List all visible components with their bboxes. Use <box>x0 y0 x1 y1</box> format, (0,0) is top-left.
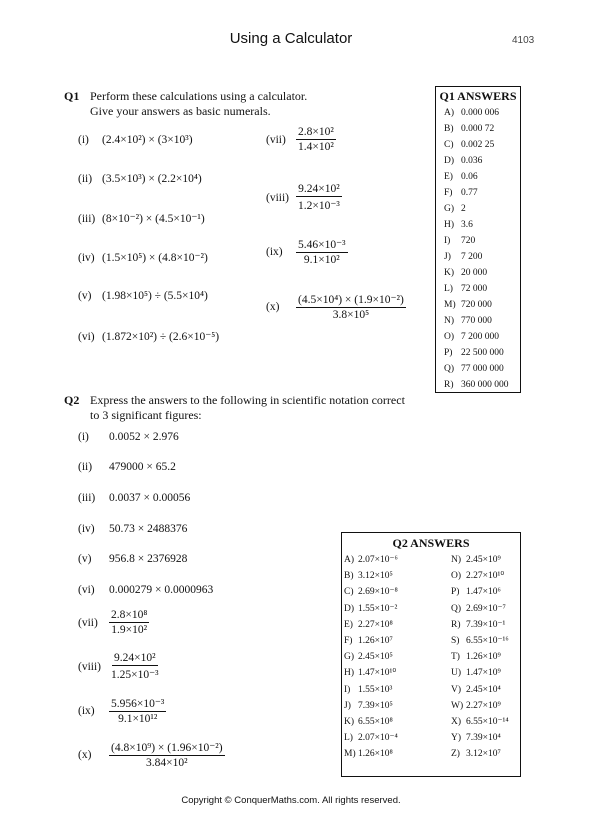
answer-label: E) <box>444 172 453 182</box>
q1-item <box>78 173 202 185</box>
answer-label: J) <box>344 700 351 711</box>
answer-value: 1.26×10⁷ <box>358 635 393 646</box>
answer-value: 1.47×10⁹ <box>466 668 501 679</box>
q2-instructions <box>90 393 405 423</box>
answer-label: F) <box>444 188 453 198</box>
answer-label: M) <box>344 749 356 760</box>
answer-value: 0.06 <box>461 172 478 182</box>
q2-answers-title: Q2 ANSWERS <box>392 536 470 550</box>
answer-value: 2.45×10⁴ <box>466 684 501 695</box>
q1-item <box>78 290 208 302</box>
q1-item <box>78 250 208 264</box>
answer-value: 0.036 <box>461 156 483 166</box>
fraction <box>109 740 225 769</box>
answer-item <box>451 617 520 633</box>
answer-label: M) <box>444 300 456 310</box>
answer-item <box>451 746 520 762</box>
answer-item <box>436 249 520 265</box>
answer-item <box>451 568 520 584</box>
answer-item <box>342 714 451 730</box>
answer-item <box>451 552 520 568</box>
item-label: (x) <box>78 748 92 761</box>
answer-item <box>342 746 451 762</box>
item-label: (ii) <box>78 173 93 185</box>
answer-value: 1.26×10⁸ <box>358 749 393 760</box>
answer-value: 0.77 <box>461 188 478 198</box>
answer-label: G) <box>344 652 355 663</box>
fraction <box>296 292 406 321</box>
fraction <box>296 126 336 153</box>
q1-item <box>78 134 193 146</box>
q1-item <box>266 237 348 266</box>
q2-answers-columns <box>342 552 520 762</box>
answer-item <box>451 665 520 681</box>
answer-value: 77 000 000 <box>461 364 504 374</box>
q1-item <box>78 211 205 225</box>
item-expression: (2.4×10²) × (3×10³) <box>102 134 193 146</box>
numerator: 2.8×10⁸ <box>111 609 148 621</box>
item-label: (iv) <box>78 252 95 264</box>
q1-answers-list <box>436 105 520 393</box>
answer-item <box>436 345 520 361</box>
answer-value: 1.47×10⁶ <box>466 587 501 598</box>
item-label: (ix) <box>78 704 95 717</box>
answer-value: 7.39×10⁵ <box>358 700 393 711</box>
item-expression: (1.98×10⁵) ÷ (5.5×10⁴) <box>102 290 208 302</box>
answer-value: 1.55×10⁻² <box>358 603 398 614</box>
answer-value: 1.55×10³ <box>358 684 393 695</box>
answer-value: 2.07×10⁻⁴ <box>358 733 398 744</box>
answer-value: 2 <box>461 204 466 214</box>
answer-item <box>342 568 451 584</box>
answer-value: 6.55×10⁸ <box>358 716 393 727</box>
answer-label: R) <box>451 619 461 630</box>
answer-value: 2.69×10⁻⁷ <box>466 603 506 614</box>
copyright-footer: Copyright © ConquerMaths.com. All rights reserved. <box>181 795 401 806</box>
answer-label: N) <box>451 555 462 565</box>
answer-label: V) <box>451 684 462 695</box>
denominator: 3.84×10² <box>146 757 188 769</box>
answer-label: K) <box>344 716 355 727</box>
answer-label: U) <box>451 668 462 679</box>
q2-item <box>78 696 166 725</box>
denominator: 9.1×10¹² <box>118 713 158 725</box>
answer-label: Z) <box>451 749 460 760</box>
answer-value: 3.6 <box>461 220 473 230</box>
answer-value: 720 000 <box>461 300 492 310</box>
answer-label: Y) <box>451 733 462 744</box>
answer-value: 2.27×10⁹ <box>466 700 501 711</box>
answer-item <box>342 552 451 568</box>
denominator: 1.2×10⁻³ <box>298 200 340 212</box>
answer-label: I) <box>344 684 351 695</box>
answer-item <box>436 201 520 217</box>
answer-label: H) <box>344 668 355 679</box>
q1-answers-title: Q1 ANSWERS <box>439 89 517 103</box>
answer-item <box>451 714 520 730</box>
answer-item <box>436 121 520 137</box>
q2-answers-left <box>342 552 451 762</box>
q2-item <box>78 523 187 535</box>
q2-item <box>78 584 213 596</box>
denominator: 1.25×10⁻³ <box>111 669 159 681</box>
answer-value: 3.12×10⁷ <box>466 749 501 760</box>
item-label: (i) <box>78 431 89 443</box>
q2-answers-box <box>341 532 521 777</box>
item-expression: (8×10⁻²) × (4.5×10⁻¹) <box>102 213 205 225</box>
answer-label: J) <box>444 252 451 262</box>
fraction <box>296 237 348 266</box>
answer-item <box>436 105 520 121</box>
answer-value: 6.55×10⁻¹⁶ <box>466 635 509 646</box>
fraction <box>109 609 149 636</box>
q2-number: Q2 <box>64 393 80 407</box>
q1-answers-box <box>435 86 521 393</box>
answer-item <box>451 601 520 617</box>
answer-item <box>342 698 451 714</box>
answer-item <box>436 233 520 249</box>
answer-label: Q) <box>444 364 455 374</box>
q2-item <box>78 461 176 473</box>
q2-item <box>78 492 190 504</box>
item-label: (vii) <box>266 133 286 146</box>
q2-answers-right <box>451 552 520 762</box>
q1-item <box>266 292 406 321</box>
answer-value: 0.000 72 <box>461 124 495 134</box>
answer-item <box>342 649 451 665</box>
answer-label: G) <box>444 204 455 214</box>
item-label: (vi) <box>78 331 95 343</box>
numerator: 5.956×10⁻³ <box>111 698 165 710</box>
answer-label: A) <box>444 108 455 118</box>
answer-label: I) <box>444 236 451 246</box>
answer-item <box>436 313 520 329</box>
item-label: (iii) <box>78 213 96 225</box>
answer-value: 72 000 <box>461 284 488 294</box>
item-expression: 956.8 × 2376928 <box>109 553 188 565</box>
answer-item <box>436 361 520 377</box>
answer-label: Q) <box>451 603 462 614</box>
answer-item <box>342 682 451 698</box>
answer-value: 0.000 006 <box>461 108 499 118</box>
answer-item <box>451 649 520 665</box>
page-title: Using a Calculator <box>229 30 353 47</box>
answer-label: C) <box>344 587 354 598</box>
item-label: (vii) <box>78 616 98 629</box>
answer-item <box>436 217 520 233</box>
q1-instructions <box>90 89 307 119</box>
answer-item <box>451 584 520 600</box>
answer-value: 3.12×10⁵ <box>358 571 393 582</box>
answer-value: 7 200 <box>461 252 483 262</box>
answer-item <box>436 137 520 153</box>
denominator: 1.4×10² <box>298 141 334 153</box>
item-expression: (1.5×10⁵) × (4.8×10⁻²) <box>102 252 208 264</box>
fraction <box>296 183 342 212</box>
fraction <box>109 652 161 681</box>
answer-value: 1.26×10⁹ <box>466 652 501 663</box>
q2-item <box>78 652 161 681</box>
answer-value: 20 000 <box>461 268 488 278</box>
item-expression: 0.0052 × 2.976 <box>109 431 179 443</box>
answer-item <box>451 730 520 746</box>
answer-value: 7.39×10⁴ <box>466 733 501 744</box>
answer-label: A) <box>344 555 355 565</box>
answer-item <box>342 617 451 633</box>
q1-line1: Perform these calculations using a calculator. <box>90 89 308 103</box>
answer-item <box>451 682 520 698</box>
answer-item <box>436 265 520 281</box>
denominator: 3.8×10⁵ <box>332 309 370 321</box>
item-label: (iv) <box>78 523 95 535</box>
answer-value: 2.27×10⁸ <box>358 619 393 630</box>
item-label: (ix) <box>266 245 283 258</box>
numerator: 9.24×10² <box>114 652 156 664</box>
answer-item <box>436 169 520 185</box>
answer-value: 7 200 000 <box>461 332 499 342</box>
item-label: (iii) <box>78 492 96 504</box>
answer-item <box>436 297 520 313</box>
answer-value: 2.27×10¹⁰ <box>466 571 505 582</box>
q1-line2: Give your answers as basic numerals. <box>90 104 271 118</box>
answer-item <box>451 698 520 714</box>
answer-label: B) <box>444 124 454 134</box>
answer-label: L) <box>344 733 353 744</box>
answer-label: S) <box>451 635 460 646</box>
answer-item <box>451 633 520 649</box>
answer-label: K) <box>444 268 455 278</box>
numerator: 2.8×10² <box>298 126 334 138</box>
answer-label: O) <box>451 571 462 582</box>
answer-label: F) <box>344 635 353 646</box>
numerator: 5.46×10⁻³ <box>298 239 346 251</box>
numerator: (4.8×10⁹) × (1.96×10⁻²) <box>111 742 223 754</box>
answer-label: X) <box>451 716 462 727</box>
fraction <box>109 696 166 725</box>
answer-value: 2.69×10⁻⁸ <box>358 587 398 598</box>
q2-item <box>78 553 187 565</box>
numerator: (4.5×10⁴) × (1.9×10⁻²) <box>298 294 404 306</box>
item-label: (v) <box>78 290 92 302</box>
answer-label: L) <box>444 284 453 294</box>
answer-value: 1.47×10¹⁰ <box>358 668 397 679</box>
q2-item <box>78 740 225 769</box>
answer-item <box>342 730 451 746</box>
answer-value: 360 000 000 <box>461 380 509 390</box>
answer-value: 770 000 <box>461 316 492 326</box>
answer-label: N) <box>444 316 455 326</box>
answer-label: P) <box>444 348 453 358</box>
q2-item <box>78 431 179 443</box>
item-label: (ii) <box>78 461 93 473</box>
denominator: 9.1×10² <box>303 254 340 266</box>
item-expression: (3.5×10³) × (2.2×10⁴) <box>102 173 202 185</box>
answer-value: 2.07×10⁻⁶ <box>358 555 398 565</box>
answer-item <box>342 584 451 600</box>
answer-item <box>436 281 520 297</box>
answer-label: E) <box>344 619 353 630</box>
answer-item <box>436 153 520 169</box>
answer-item <box>436 377 520 393</box>
item-expression: (1.872×10²) ÷ (2.6×10⁻⁵) <box>102 331 220 343</box>
item-expression: 0.000279 × 0.0000963 <box>109 584 214 596</box>
denominator: 1.9×10² <box>111 624 148 636</box>
item-expression: 50.73 × 2488376 <box>109 523 188 535</box>
answer-label: D) <box>444 156 455 166</box>
answer-label: R) <box>444 380 454 390</box>
answer-label: P) <box>451 587 460 598</box>
answer-label: D) <box>344 603 355 614</box>
item-label: (x) <box>266 300 280 313</box>
q1-item <box>266 126 336 153</box>
worksheet-code: 4103 <box>512 35 535 46</box>
q1-number: Q1 <box>64 89 80 103</box>
answer-label: H) <box>444 220 455 230</box>
item-label: (viii) <box>78 660 101 673</box>
answer-item <box>342 633 451 649</box>
answer-item <box>342 601 451 617</box>
item-label: (i) <box>78 134 89 146</box>
answer-label: C) <box>444 140 454 150</box>
numerator: 9.24×10² <box>298 183 340 195</box>
answer-item <box>436 329 520 345</box>
q1-item <box>78 329 219 343</box>
answer-label: W) <box>451 700 464 711</box>
answer-value: 2.45×10⁹ <box>466 555 501 565</box>
q1-item <box>266 183 342 212</box>
answer-label: O) <box>444 332 455 342</box>
answer-value: 720 <box>461 236 476 246</box>
q2-line1: Express the answers to the following in scientific notation correct <box>90 393 405 407</box>
answer-value: 6.55×10⁻¹⁴ <box>466 716 509 727</box>
q2-item <box>78 609 149 636</box>
answer-item <box>436 185 520 201</box>
answer-item <box>342 665 451 681</box>
item-expression: 0.0037 × 0.00056 <box>109 492 191 504</box>
item-expression: 479000 × 65.2 <box>109 461 176 473</box>
answer-label: T) <box>451 652 460 663</box>
item-label: (vi) <box>78 584 95 596</box>
item-label: (viii) <box>266 191 289 204</box>
answer-value: 0.002 25 <box>461 140 495 150</box>
answer-value: 22 500 000 <box>461 348 504 358</box>
item-label: (v) <box>78 553 92 565</box>
answer-value: 2.45×10⁵ <box>358 652 393 663</box>
q2-line2: to 3 significant figures: <box>90 408 202 422</box>
answer-value: 7.39×10⁻¹ <box>466 619 506 630</box>
answer-label: B) <box>344 571 354 582</box>
